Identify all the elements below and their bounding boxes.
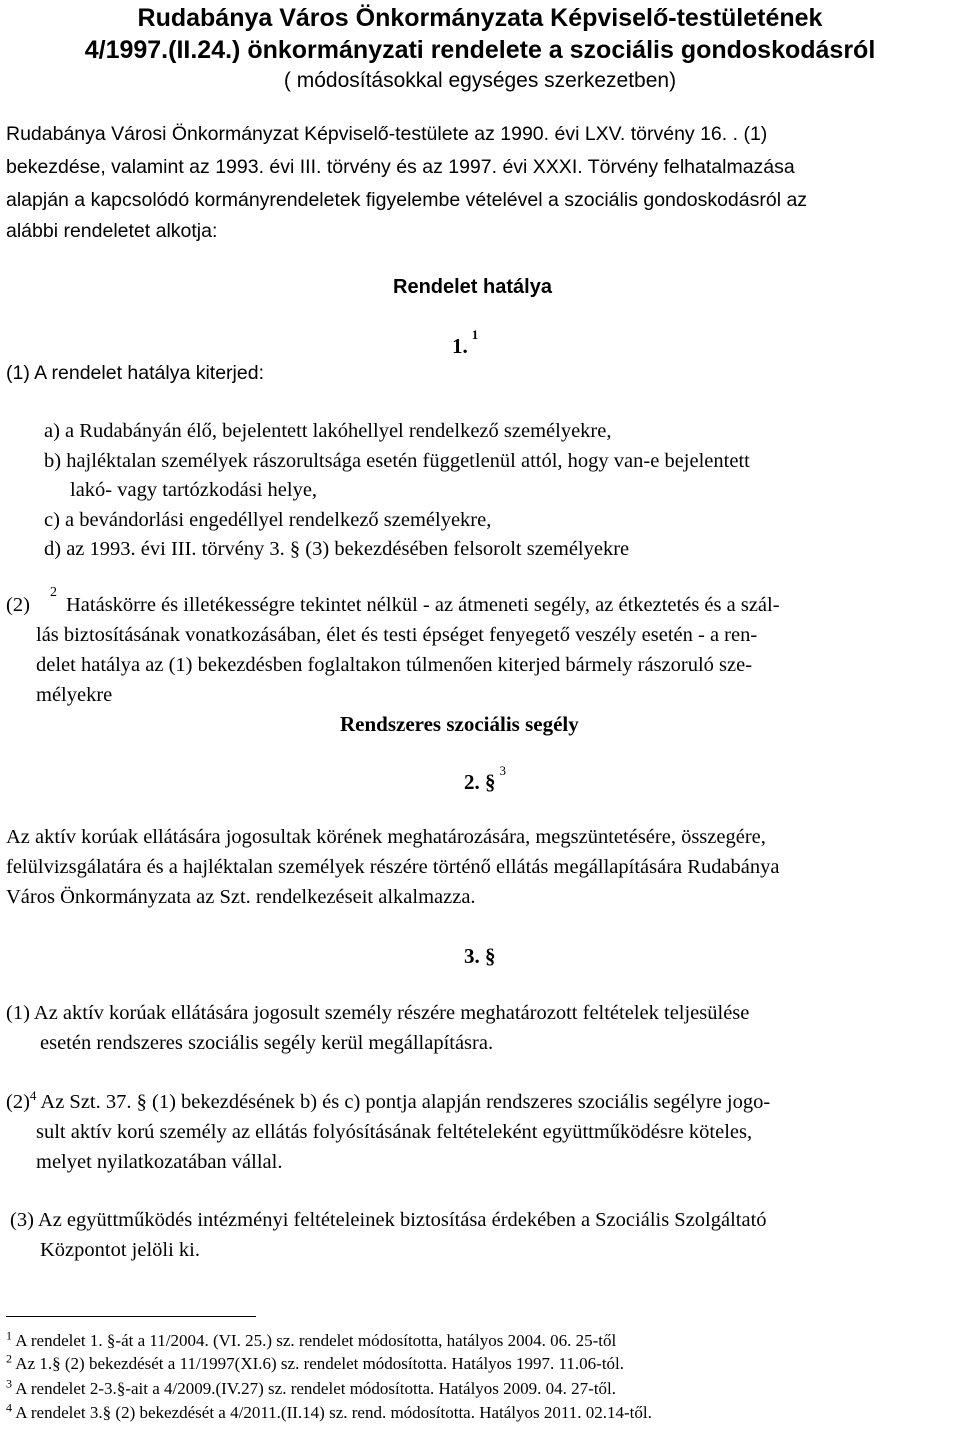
section-sign-icon: § [485, 770, 496, 794]
paragraph-2-line: lás biztosításának vonatkozásában, élet és testi épséget fenyegető veszély esetén - a ren- [36, 624, 758, 646]
paragraph-2-line: Hatáskörre és illetékességre tekintet nélkül - az átmeneti segély, az étkeztetés és a szál- [66, 594, 780, 616]
footnote-2: $^2$ Az 1.§ (2) bekezdését a 11/1997(XI.6) sz. rendelet módosította. Hatályos 1997. 11.06-tól. [6, 1351, 625, 1373]
paragraph-2-label: (2) [6, 594, 30, 616]
section-3-paragraph-1-continued: esetén rendszeres szociális segély kerül megállapításra. [40, 1032, 494, 1054]
section-3-paragraph-2: $(2)^4$ Az Szt. 37. § (1) bekezdésének b) és c) pontja alapján rendszeres szociális segélyre jogo- [6, 1088, 771, 1113]
footnote-ref-4: 4 [29, 1088, 37, 1104]
footnote-ref-2: 2 [50, 585, 57, 600]
section-2-line: Város Önkormányzata az Szt. rendelkezéseit alkalmazza. [6, 886, 476, 908]
footnote-4: $^4$ A rendelet 3.§ (2) bekezdését a 4/2011.(II.14) sz. rend. módosította. Hatályos 2011. 02.14-től. [6, 1400, 652, 1422]
section-3-paragraph-3-continued: Központot jelöli ki. [40, 1239, 200, 1261]
section-heading-rendszeres-szocialis-segely: Rendszeres szociális segély [340, 712, 579, 736]
footnote-separator [6, 1316, 256, 1317]
footnote-ref-3: 3 [499, 763, 506, 778]
footnote-ref-1: 1 [471, 327, 479, 342]
section-3-paragraph-3: (3) Az együttműködés intézményi feltételeinek biztosítása érdekében a Szociális Szolgáltató [10, 1209, 767, 1231]
paragraph-2-line: mélyekre [36, 684, 113, 706]
section-number-1: 1. $^1$ [452, 327, 479, 358]
document-title-line-2: 4/1997.(II.24.) önkormányzati rendelete a szociális gondoskodásról [84, 36, 876, 64]
document-title-line-1: Rudabánya Város Önkormányzata Képviselő-testületének [137, 4, 823, 32]
section-sign-icon: § [136, 1091, 147, 1113]
paragraph-2-line: delet hatálya az (1) bekezdésben foglaltakon túlmenően kiterjed bármely rászoruló sze- [36, 654, 753, 676]
section-sign-icon: § [106, 1331, 116, 1350]
paragraph-1-label: (1) A rendelet hatálya kiterjed: [6, 362, 264, 384]
list-item-a: a) a Rudabányán élő, bejelentett lakóhellyel rendelkező személyekre, [44, 420, 612, 442]
section-sign-icon: § [116, 1379, 126, 1398]
section-number-2: 2. § $^3$ [464, 763, 506, 794]
intro-line: alábbi rendeletet alkotja: [6, 220, 218, 242]
section-3-paragraph-1: (1) Az aktív korúak ellátására jogosult személy részére meghatározott feltételek teljesülése [6, 1002, 750, 1024]
section-3-paragraph-2-line: sult aktív korú személy az ellátás folyósításának feltételeként együttműködésre köteles, [36, 1121, 753, 1143]
footnote-3: $^3$ A rendelet 2-3.§-ait a 4/2009.(IV.27) sz. rendelet módosította. Hatályos 2009. 04. 27-től. [6, 1376, 617, 1398]
document-subtitle: ( módosításokkal egységes szerkezetben) [283, 69, 677, 92]
list-item-b: b) hajléktalan személyek rászorultsága esetén függetlenül attól, hogy van-e bejelentett [44, 450, 750, 472]
intro-line: bekezdése, valamint az 1993. évi III. törvény és az 1997. évi XXXI. Törvény felhatalmazása [6, 156, 795, 178]
footnote-1: $^1$ A rendelet 1. §-át a 11/2004. (VI. 25.) sz. rendelet módosította, hatályos 2004. 06. 25-től [6, 1328, 617, 1350]
section-sign-icon: § [289, 538, 301, 560]
section-sign-icon: § [485, 944, 496, 968]
list-item-c: c) a bevándorlási engedéllyel rendelkező személyekre, [44, 509, 492, 531]
section-2-line: felülvizsgálatára és a hajléktalan személyek részére történő ellátás megállapítására Rudabánya [6, 856, 780, 878]
intro-line: Rudabánya Városi Önkormányzat Képviselő-testülete az 1990. évi LXV. törvény 16. . (1) [6, 123, 768, 145]
section-heading-rendelet-hatalya: Rendelet hatálya [393, 276, 552, 298]
section-3-paragraph-2-line: melyet nyilatkozatában vállal. [36, 1151, 283, 1173]
section-number-3: 3. § [464, 944, 496, 968]
list-item-b-continued: lakó- vagy tartózkodási helye, [70, 479, 318, 501]
intro-line: alapján a kapcsolódó kormányrendeletek figyelembe vételével a szociális gondoskodásról az [6, 189, 808, 211]
section-sign-icon: § [102, 1403, 112, 1422]
section-2-line: Az aktív korúak ellátására jogosultak körének meghatározására, megszüntetésére, összegére, [6, 826, 766, 848]
list-item-d: d) az 1993. évi III. törvény 3. § (3) bekezdésében felsorolt személyekre [44, 538, 630, 560]
section-sign-icon: § [52, 1354, 61, 1373]
